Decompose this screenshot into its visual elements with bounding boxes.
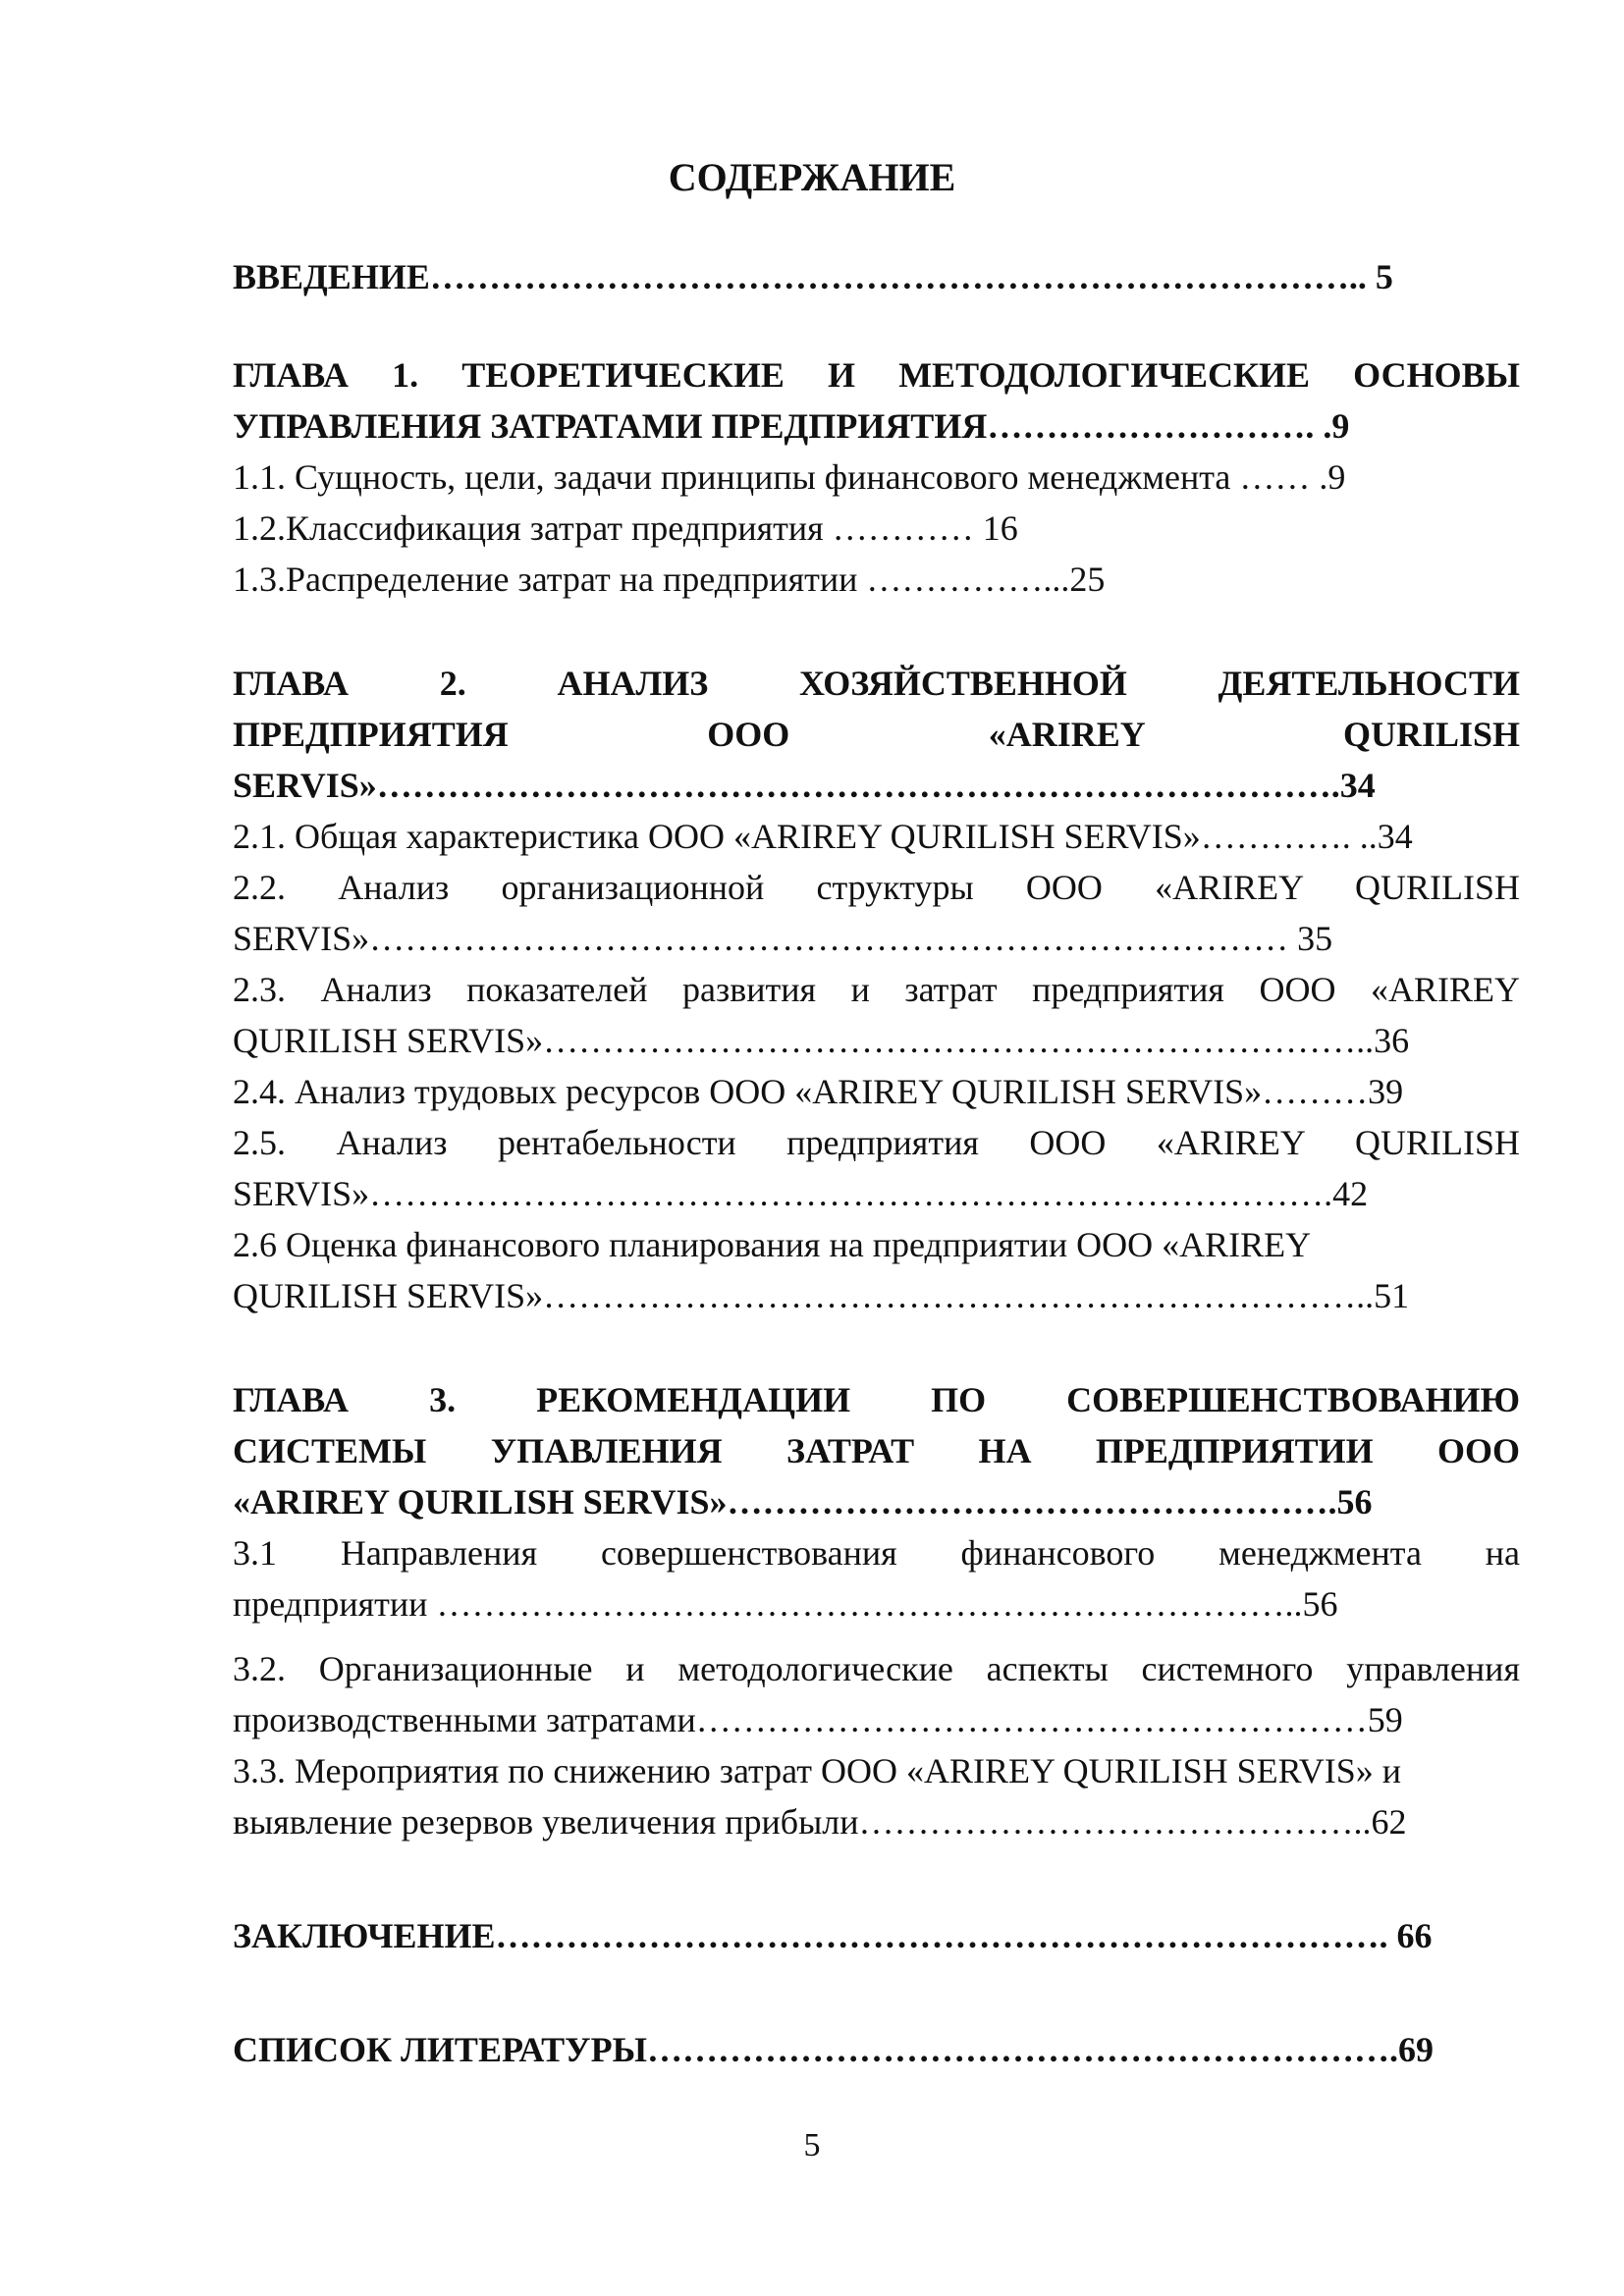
toc-entry-3-3-line-2: выявление резервов увеличения прибыли……………………………………..62 — [233, 1802, 1407, 1842]
toc-entry-2-3-line-1: 2.3. Анализ показателей развития и затрат предприятия ООО «ARIREY — [233, 970, 1520, 1009]
toc-chapter-1-line-1: ГЛАВА 1. ТЕОРЕТИЧЕСКИЕ И МЕТОДОЛОГИЧЕСКИЕ ОСНОВЫ — [233, 355, 1520, 395]
toc-entry-2-5-line-1: 2.5. Анализ рентабельности предприятия ООО «ARIREY QURILISH — [233, 1123, 1520, 1162]
toc-chapter-2-line-3: SERVIS»……………………………………………………………………….34 — [233, 766, 1376, 805]
toc-entry-1-2: 1.2.Классификация затрат предприятия ………… 16 — [233, 508, 1018, 548]
toc-entry-1-3: 1.3.Распределение затрат на предприятии ……………...25 — [233, 560, 1106, 599]
toc-entry-2-5-line-2: SERVIS»……………………………………………………………………….42 — [233, 1174, 1369, 1213]
toc-entry-2-6-line-1: 2.6 Оценка финансового планирования на предприятии ООО «ARIREY — [233, 1225, 1312, 1264]
toc-chapter-3-line-1: ГЛАВА 3. РЕКОМЕНДАЦИИ ПО СОВЕРШЕНСТВОВАНИЮ — [233, 1380, 1520, 1419]
toc-entry-3-2-line-1: 3.2. Организационные и методологические аспекты системного управления — [233, 1649, 1520, 1688]
toc-entry-3-2-line-2: производственными затратами…………………………………………………59 — [233, 1700, 1403, 1739]
toc-chapter-3-line-2: СИСТЕМЫ УПАВЛЕНИЯ ЗАТРАТ НА ПРЕДПРИЯТИИ ООО — [233, 1431, 1520, 1470]
toc-entry-3-1-line-1: 3.1 Направления совершенствования финансового менеджмента на — [233, 1533, 1520, 1573]
toc-entry-3-1-line-2: предприятии ………………………………………………………………..56 — [233, 1584, 1338, 1624]
toc-chapter-3-line-3: «ARIREY QURILISH SERVIS»…………………………………………….56 — [233, 1482, 1373, 1522]
toc-chapter-1-line-2: УПРАВЛЕНИЯ ЗАТРАТАМИ ПРЕДПРИЯТИЯ………………………. .9 — [233, 406, 1350, 446]
toc-entry-conclusion: ЗАКЛЮЧЕНИЕ…………………………………………………………………. 66 — [233, 1916, 1433, 1955]
toc-entry-introduction: ВВЕДЕНИЕ…………………………………………………………………….. 5 — [233, 257, 1393, 296]
toc-entry-2-1: 2.1. Общая характеристика ООО «ARIREY QURILISH SERVIS»…………. ..34 — [233, 817, 1413, 856]
page-number: 5 — [803, 2127, 821, 2163]
toc-chapter-2-line-2: ПРЕДПРИЯТИЯ ООО «ARIREY QURILISH — [233, 715, 1520, 754]
toc-entry-bibliography: СПИСОК ЛИТЕРАТУРЫ……………………………………………………….69 — [233, 2030, 1434, 2069]
table-of-contents — [233, 251, 1520, 2075]
toc-entry-2-2-line-2: SERVIS»…………………………………………………………………… 35 — [233, 919, 1333, 958]
toc-chapter-2-line-1: ГЛАВА 2. АНАЛИЗ ХОЗЯЙСТВЕННОЙ ДЕЯТЕЛЬНОСТИ — [233, 664, 1520, 703]
toc-entry-2-6-line-2: QURILISH SERVIS»……………………………………………………………..51 — [233, 1276, 1410, 1315]
toc-entry-2-2-line-1: 2.2. Анализ организационной структуры ООО «ARIREY QURILISH — [233, 868, 1520, 907]
toc-entry-3-3-line-1: 3.3. Мероприятия по снижению затрат ООО «ARIREY QURILISH SERVIS» и — [233, 1751, 1402, 1790]
toc-entry-2-4: 2.4. Анализ трудовых ресурсов ООО «ARIREY QURILISH SERVIS»………39 — [233, 1072, 1404, 1111]
toc-title: СОДЕРЖАНИЕ — [668, 155, 956, 199]
toc-entry-2-3-line-2: QURILISH SERVIS»……………………………………………………………..36 — [233, 1021, 1410, 1060]
toc-entry-1-1: 1.1. Сущность, цели, задачи принципы финансового менеджмента …… .9 — [233, 457, 1346, 497]
